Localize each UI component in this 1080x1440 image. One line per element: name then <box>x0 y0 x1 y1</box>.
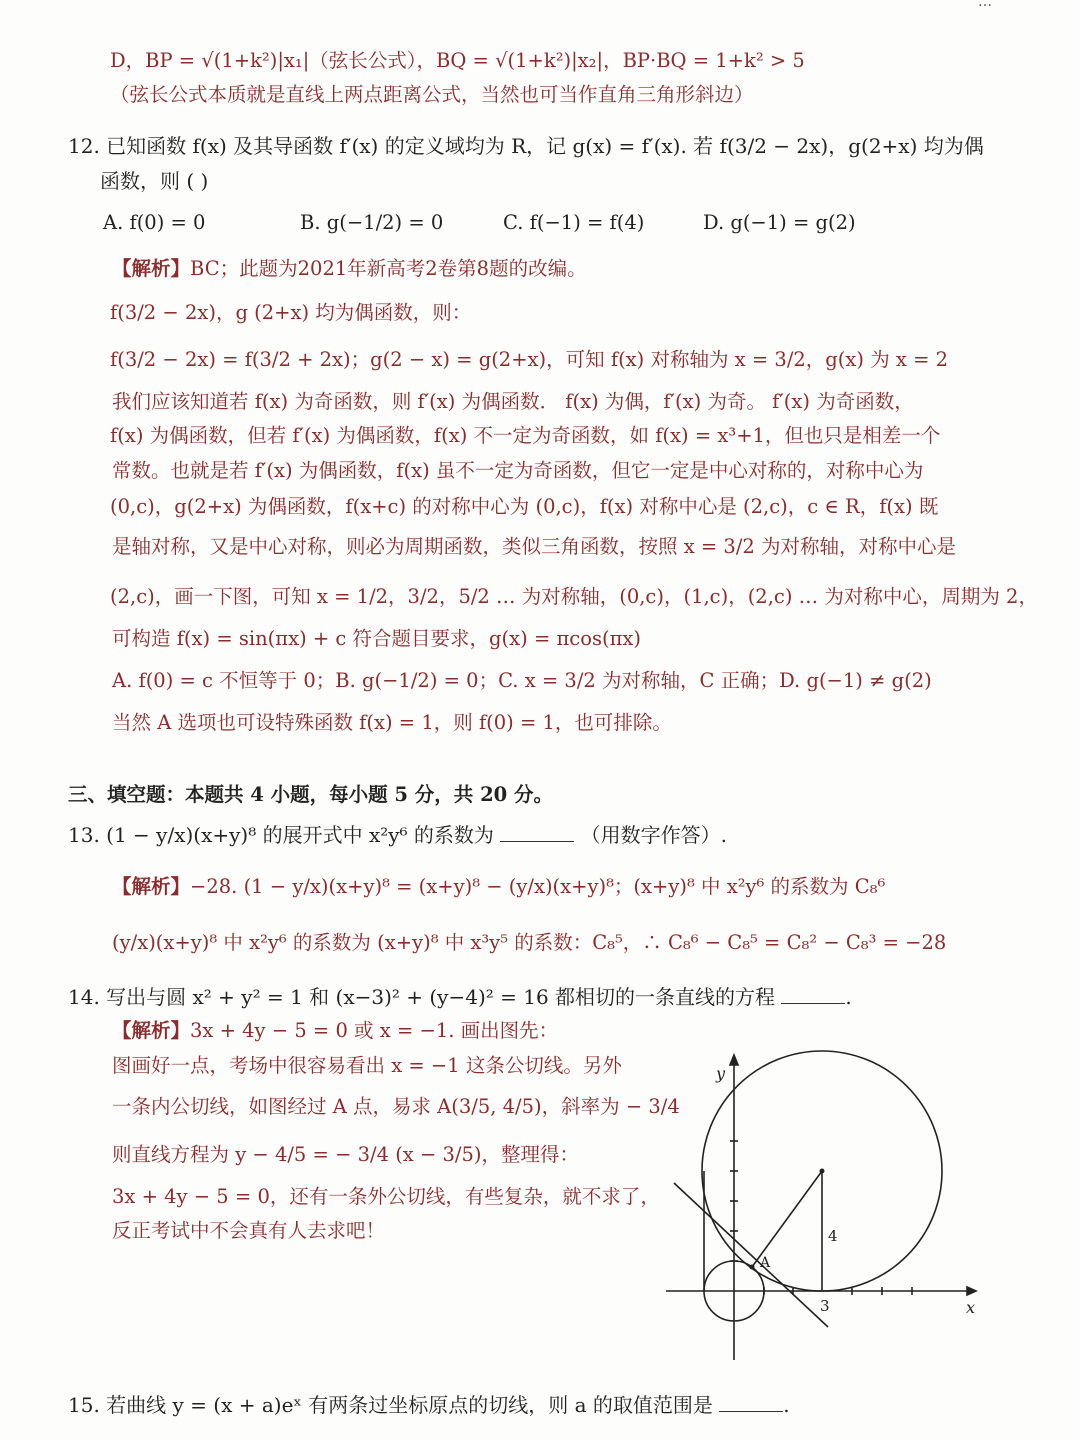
q12-option-a: A. f(0) = 0 <box>103 211 206 234</box>
q15-stem-suffix: . <box>783 1393 790 1417</box>
q14-stem-suffix: . <box>845 985 852 1009</box>
point-a-label: A <box>760 1255 771 1271</box>
q12-solution-text: BC；此题为2021年新高考2卷第8题的改编。 <box>190 257 587 280</box>
q12-solution-line11: A. f(0) = c 不恒等于 0；B. g(−1/2) = 0；C. x = 3/2 为对称轴，C 正确；D. g(−1) ≠ g(2) <box>112 669 932 692</box>
q12-option-b: B. g(−1/2) = 0 <box>300 211 444 234</box>
q14-solution-line4: 则直线方程为 y − 4/5 = − 3/4 (x − 3/5)，整理得： <box>112 1143 580 1166</box>
q12-solution-line9: (2,c)，画一下图，可知 x = 1/2，3/2，5/2 … 为对称轴，(0,c)，(1,c)，(2,c) … 为对称中心，周期为 2， <box>110 585 1038 608</box>
point-a <box>750 1265 755 1270</box>
q12-stem-line1: 12. 已知函数 f(x) 及其导函数 f′(x) 的定义域均为 R，记 g(x) = f′(x). 若 f(3/2 − 2x)，g(2+x) 均为偶 <box>68 134 984 158</box>
q14-solution-line3: 一条内公切线，如图经过 A 点，易求 A(3/5, 4/5)，斜率为 − 3/4 <box>112 1095 680 1118</box>
y-axis-arrow <box>730 1055 738 1065</box>
q12-solution-line7: (0,c)，g(2+x) 为偶函数，f(x+c) 的对称中心为 (0,c)，f(x) 对称中心是 (2,c)，c ∈ R，f(x) 既 <box>110 495 939 518</box>
q15-stem-text: 15. 若曲线 y = (x + a)eˣ 有两条过坐标原点的切线，则 a 的取值范围是 <box>68 1393 713 1417</box>
q12-solution-line8: 是轴对称，又是中心对称，则必为周期函数，类似三角函数，按照 x = 3/2 为对称轴，对称中心是 <box>112 535 957 558</box>
q14-solution-line2: 图画好一点，考场中很容易看出 x = −1 这条公切线。另外 <box>112 1054 622 1077</box>
q14-solution-line1 <box>112 1016 558 1046</box>
x-label-3: 3 <box>820 1297 830 1315</box>
q13-solution-text: −28. (1 − y/x)(x+y)⁸ = (x+y)⁸ − (y/x)(x+y)⁸；(x+y)⁸ 中 x²y⁶ 的系数为 C₈⁶ <box>190 875 886 898</box>
q14-stem-text: 14. 写出与圆 x² + y² = 1 和 (x−3)² + (y−4)² = 16 都相切的一条直线的方程 <box>68 985 776 1009</box>
q14-stem <box>68 982 852 1012</box>
q12-solution-line6: 常数。也就是若 f′(x) 为偶函数，f(x) 虽不一定为奇函数，但它一定是中心对称的，对称中心为 <box>112 459 924 482</box>
q11-tail-line1: D，BP = √(1+k²)|x₁|（弦长公式），BQ = √(1+k²)|x₂|，BP·BQ = 1+k² > 5 <box>110 49 805 72</box>
height-label-4: 4 <box>828 1227 838 1245</box>
q15-answer-blank <box>719 1393 783 1412</box>
q15-stem <box>68 1390 790 1420</box>
q13-solution-line1 <box>112 872 885 902</box>
internal-tangent-line <box>674 1183 828 1327</box>
x-axis-arrow <box>967 1287 976 1295</box>
y-axis-label: y <box>716 1064 726 1083</box>
solution-tag: 【解析】 <box>112 1019 191 1042</box>
q12-option-c: C. f(−1) = f(4) <box>503 211 645 234</box>
q12-solution-line10: 可构造 f(x) = sin(πx) + c 符合题目要求，g(x) = πcos(πx) <box>112 627 641 650</box>
q12-option-d: D. g(−1) = g(2) <box>703 211 856 234</box>
x-axis-label: x <box>966 1298 976 1317</box>
q14-solution-line5: 3x + 4y − 5 = 0，还有一条外公切线，有些复杂，就不求了， <box>112 1185 660 1208</box>
q14-answer-blank <box>781 985 845 1004</box>
q13-stem-text: 13. (1 − y/x)(x+y)⁸ 的展开式中 x²y⁶ 的系数为 <box>68 823 494 847</box>
q14-tangent-figure <box>656 1045 996 1365</box>
q14-solution-line6: 反正考试中不会真有人去求吧！ <box>112 1219 386 1242</box>
q13-solution-line2: (y/x)(x+y)⁸ 中 x²y⁶ 的系数为 (x+y)⁸ 中 x³y⁵ 的系数：C₈⁵，∴ C₈⁶ − C₈⁵ = C₈² − C₈³ = −28 <box>112 931 947 954</box>
q12-solution-line2: f(3/2 − 2x)，g (2+x) 均为偶函数，则： <box>110 301 472 324</box>
center-to-a-line <box>752 1171 822 1267</box>
q13-stem-suffix: （用数字作答）. <box>580 823 728 847</box>
q12-solution-line4: 我们应该知道若 f(x) 为奇函数，则 f′(x) 为偶函数． f(x) 为偶，f′(x) 为奇。 f′(x) 为奇函数， <box>112 390 914 413</box>
section-3-heading: 三、填空题：本题共 4 小题，每小题 5 分，共 20 分。 <box>68 783 554 806</box>
q11-tail-line2: （弦长公式本质就是直线上两点距离公式，当然也可当作直角三角形斜边） <box>110 83 754 106</box>
q14-solution-text: 3x + 4y − 5 = 0 或 x = −1. 画出图先： <box>190 1019 559 1042</box>
q13-answer-blank <box>500 823 574 842</box>
q12-solution-line1 <box>112 254 587 284</box>
solution-tag: 【解析】 <box>112 875 191 898</box>
header-fragment: … <box>978 0 992 10</box>
q12-solution-line5: f(x) 为偶函数，但若 f′(x) 为偶函数，f(x) 不一定为奇函数，如 f(x) = x³+1，但也只是相差一个 <box>110 424 941 447</box>
q12-solution-line3: f(3/2 − 2x) = f(3/2 + 2x)；g(2 − x) = g(2+x)，可知 f(x) 对称轴为 x = 3/2，g(x) 为 x = 2 <box>110 348 949 371</box>
solution-tag: 【解析】 <box>112 257 191 280</box>
q12-stem-line2: 函数，则 ( ) <box>100 169 209 193</box>
q13-stem <box>68 820 727 850</box>
big-circle-center <box>820 1169 825 1174</box>
q12-solution-line12: 当然 A 选项也可设特殊函数 f(x) = 1，则 f(0) = 1，也可排除。 <box>112 711 672 734</box>
